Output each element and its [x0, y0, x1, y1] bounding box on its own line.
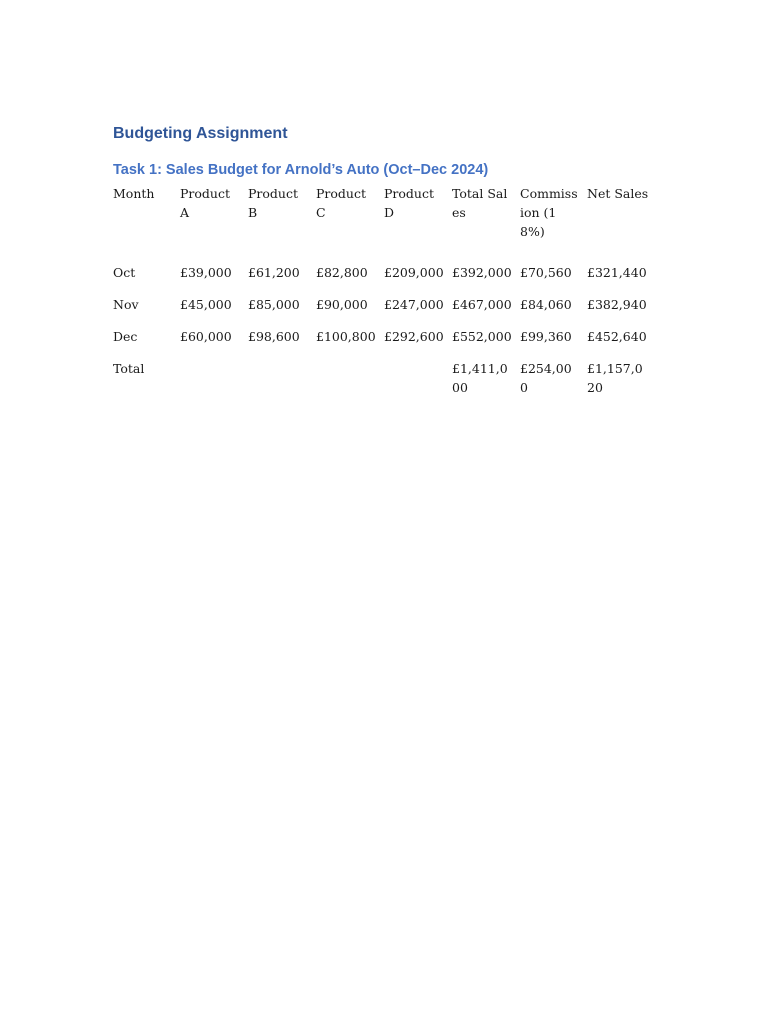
table-header-row: [109, 184, 653, 263]
cell-net-sales: £452,640: [587, 329, 647, 344]
header-month: Month: [113, 186, 155, 201]
header-total-sales: Total Sales: [452, 186, 508, 220]
cell-product-a: [176, 359, 244, 410]
cell-total-sales: £467,000: [452, 297, 512, 312]
cell-total-sales: £392,000: [452, 265, 512, 280]
cell-month: Oct: [113, 265, 136, 280]
cell-product-a: £45,000: [180, 297, 232, 312]
cell-month: Total: [113, 361, 145, 376]
cell-total-sales: £1,411,000: [452, 361, 508, 395]
cell-net-sales: £1,157,020: [587, 361, 643, 395]
cell-commission: £99,360: [520, 329, 572, 344]
cell-product-b: £98,600: [248, 329, 300, 344]
cell-total-sales: £552,000: [452, 329, 512, 344]
cell-net-sales: £382,940: [587, 297, 647, 312]
header-commission: Commission (18%): [520, 186, 578, 239]
table-row-oct: [109, 263, 653, 295]
cell-product-a: £60,000: [180, 329, 232, 344]
task-heading: Task 1: Sales Budget for Arnold’s Auto (Oct–Dec 2024): [113, 162, 489, 178]
header-product-b: Product B: [248, 186, 298, 220]
document-title: Budgeting Assignment: [113, 125, 288, 142]
cell-product-c: [312, 359, 380, 410]
cell-month: Dec: [113, 329, 138, 344]
cell-commission: £84,060: [520, 297, 572, 312]
header-product-c: Product C: [316, 186, 366, 220]
table-row-dec: [109, 327, 653, 359]
cell-product-b: [244, 359, 312, 410]
cell-product-c: £90,000: [316, 297, 368, 312]
table-row-total: [109, 359, 653, 410]
cell-product-b: £61,200: [248, 265, 300, 280]
cell-month: Nov: [113, 297, 139, 312]
cell-product-b: £85,000: [248, 297, 300, 312]
cell-product-d: [380, 359, 448, 410]
cell-product-c: £100,800: [316, 329, 376, 344]
cell-commission: £254,000: [520, 361, 572, 395]
cell-product-c: £82,800: [316, 265, 368, 280]
header-net-sales: Net Sales: [587, 186, 649, 201]
cell-commission: £70,560: [520, 265, 572, 280]
cell-product-d: £292,600: [384, 329, 444, 344]
cell-product-d: £209,000: [384, 265, 444, 280]
sales-budget-table: [109, 184, 653, 410]
table-row-nov: [109, 295, 653, 327]
cell-product-a: £39,000: [180, 265, 232, 280]
cell-product-d: £247,000: [384, 297, 444, 312]
header-product-d: Product D: [384, 186, 434, 220]
cell-net-sales: £321,440: [587, 265, 647, 280]
header-product-a: Product A: [180, 186, 230, 220]
